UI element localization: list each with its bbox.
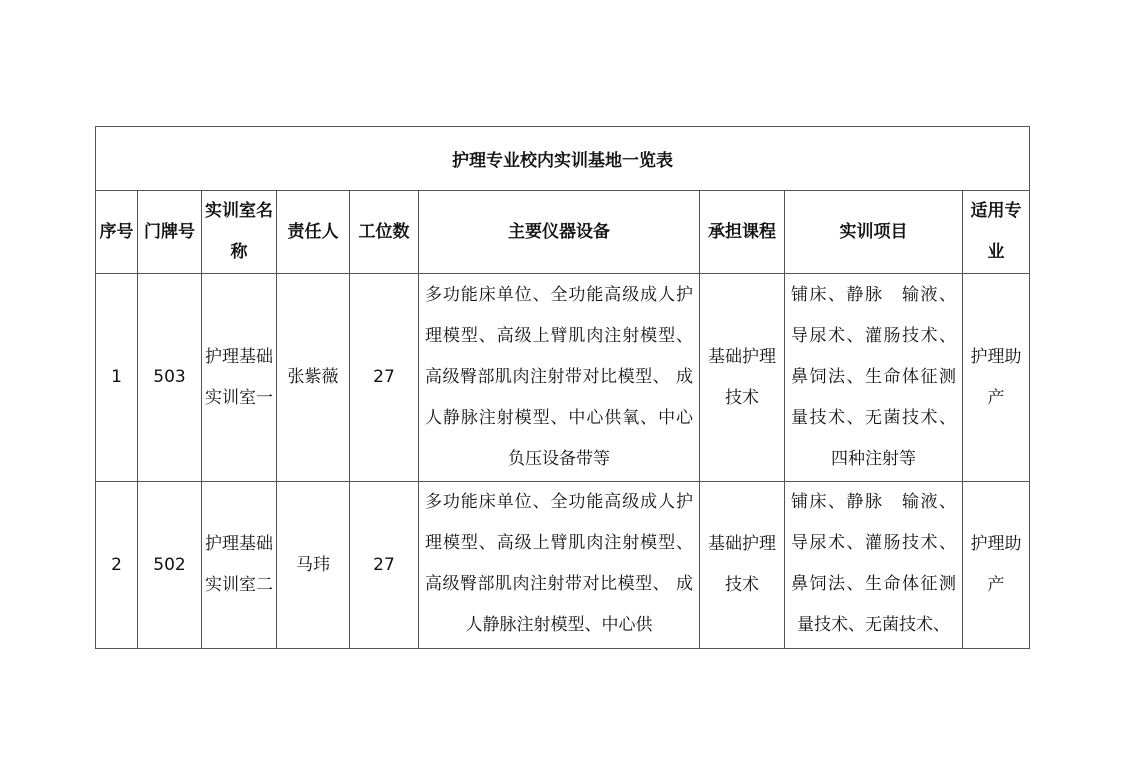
header-equipment: 主要仪器设备 [419,191,700,274]
cell-door: 503 [138,274,202,482]
header-seats: 工位数 [350,191,419,274]
header-no: 序号 [96,191,138,274]
table-row [96,482,1030,649]
cell-major: 护理助产 [963,274,1030,482]
cell-equipment: 多功能床单位、全功能高级成人护理模型、高级上臂肌肉注射模型、 高级臀部肌肉注射带对比模型、 成人静脉注射模型、中心供氧、中心负压设备带等 [419,274,700,482]
header-owner: 责任人 [277,191,350,274]
cell-course: 基础护理技术 [700,482,785,649]
cell-no: 1 [96,274,138,482]
cell-no: 2 [96,482,138,649]
cell-door: 502 [138,482,202,649]
cell-major: 护理助产 [963,482,1030,649]
cell-room: 护理基础实训室二 [202,482,277,649]
cell-projects: 铺床、静脉 输液、导尿术、灌肠技术、鼻饲法、生命体征测量技术、无菌技术、四种注射等 [785,274,963,482]
cell-seats: 27 [350,482,419,649]
cell-projects: 铺床、静脉 输液、导尿术、灌肠技术、鼻饲法、生命体征测量技术、无菌技术、 [785,482,963,649]
header-row [96,191,1030,274]
header-major: 适用专业 [963,191,1030,274]
cell-seats: 27 [350,274,419,482]
header-course: 承担课程 [700,191,785,274]
cell-owner: 马玮 [277,482,350,649]
title-row [96,127,1030,191]
cell-room: 护理基础实训室一 [202,274,277,482]
table-title: 护理专业校内实训基地一览表 [452,151,674,171]
header-room: 实训室名称 [202,191,277,274]
table-row [96,274,1030,482]
facility-table [95,126,1030,649]
header-projects: 实训项目 [785,191,963,274]
cell-course: 基础护理技术 [700,274,785,482]
cell-owner: 张紫薇 [277,274,350,482]
header-door: 门牌号 [138,191,202,274]
cell-equipment: 多功能床单位、全功能高级成人护理模型、高级上臂肌肉注射模型、 高级臀部肌肉注射带对比模型、 成人静脉注射模型、中心供 [419,482,700,649]
table-title-cell [96,127,1030,191]
